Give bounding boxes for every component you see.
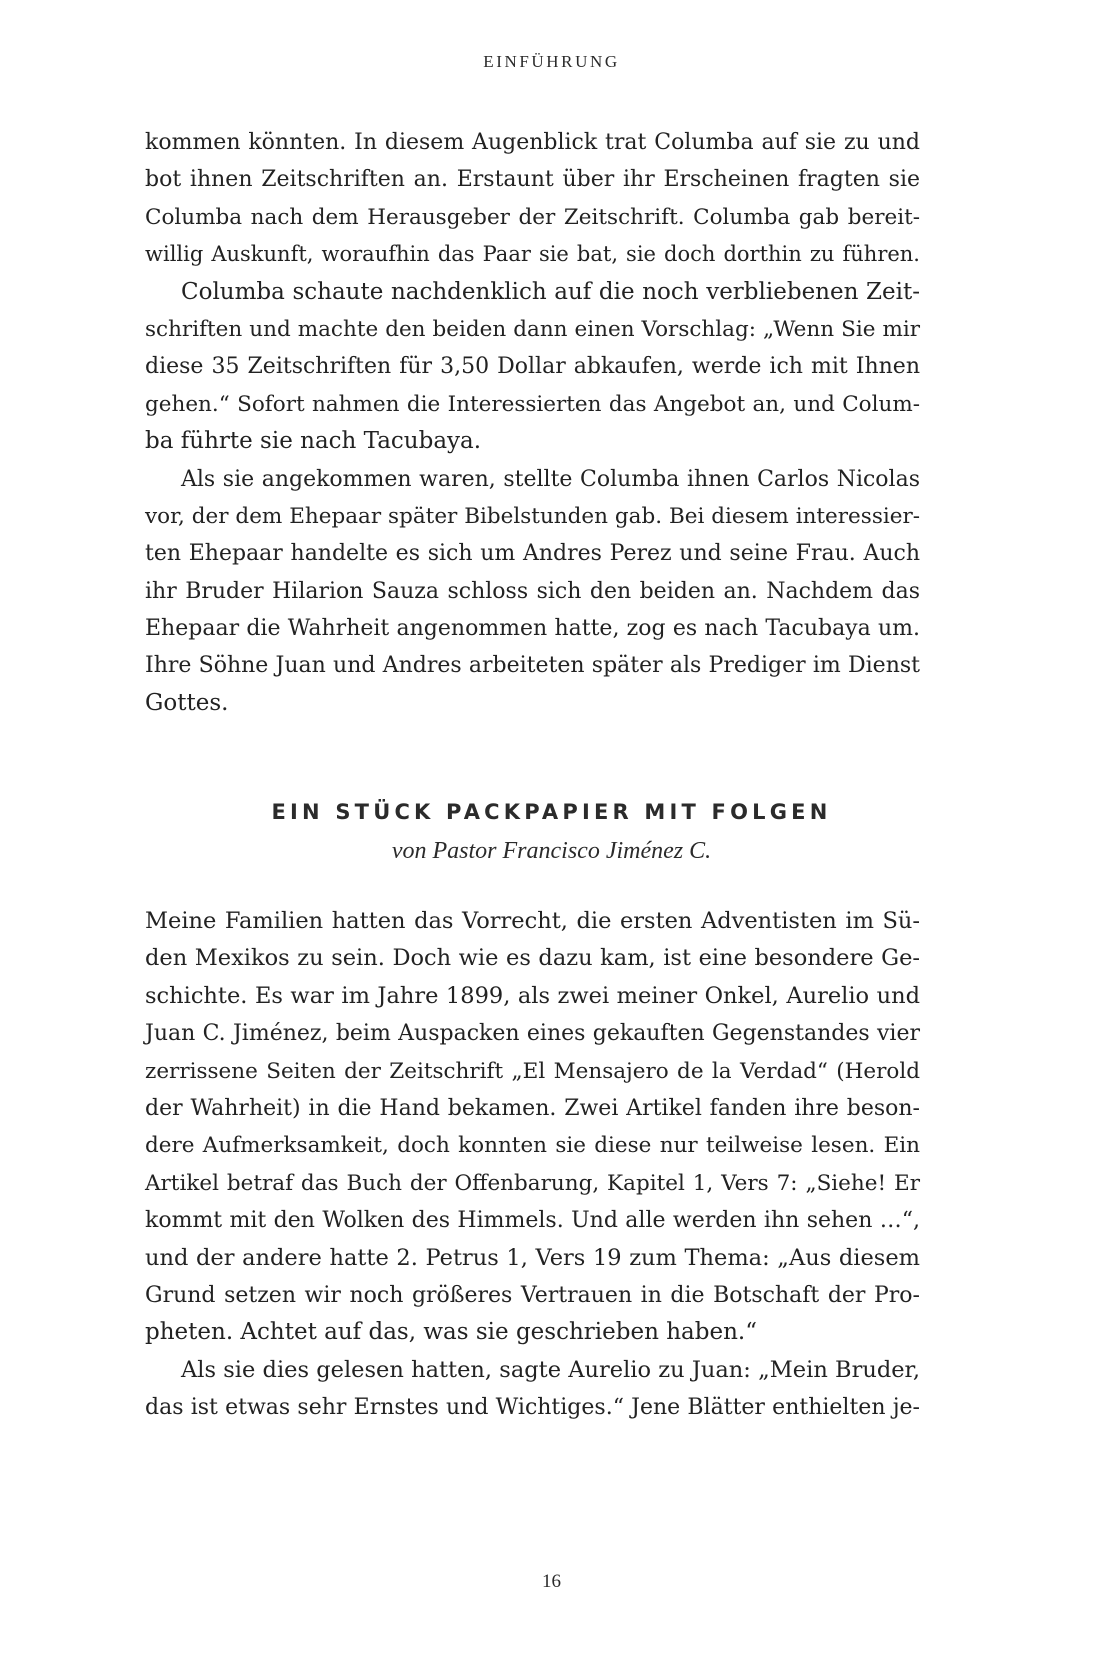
text-line: gehen.“ Sofort nahmen die Interessierten das Angebot an, und Colum-	[145, 391, 920, 417]
text-line: kommt mit den Wolken des Himmels. Und alle werden ihn sehen …“,	[145, 1208, 920, 1234]
text-line: der Wahrheit) in die Hand bekamen. Zwei Artikel fanden ihre beson-	[145, 1095, 920, 1121]
text-line: Grund setzen wir noch größeres Vertrauen in die Botschaft der Pro-	[145, 1282, 920, 1308]
text-line: Columba schaute nachdenklich auf die noch verbliebenen Zeit-	[181, 278, 920, 305]
body-text-section-1	[145, 124, 920, 722]
text-line: schichte. Es war im Jahre 1899, als zwei meiner Onkel, Aurelio und	[145, 982, 920, 1009]
text-line: ba führte sie nach Tacubaya.	[145, 428, 482, 455]
text-line: Gottes.	[145, 689, 229, 716]
text-line: pheten. Achtet auf das, was sie geschrieben haben.“	[145, 1319, 757, 1346]
text-line: den Mexikos zu sein. Doch wie es dazu kam, ist eine besondere Ge-	[145, 945, 920, 972]
text-line: vor, der dem Ehepaar später Bibelstunden gab. Bei diesem interessier-	[145, 503, 920, 529]
text-line: und der andere hatte 2. Petrus 1, Vers 19 zum Thema: „Aus diesem	[145, 1244, 920, 1271]
text-line: bot ihnen Zeitschriften an. Erstaunt über ihr Erscheinen fragten sie	[145, 167, 920, 193]
text-line: diese 35 Zeitschriften für 3,50 Dollar abkaufen, werde ich mit Ihnen	[145, 354, 920, 380]
text-line: willig Auskunft, woraufhin das Paar sie bat, sie doch dorthin zu führen.	[145, 242, 920, 267]
text-line: Als sie dies gelesen hatten, sagte Aurelio zu Juan: „Mein Bruder,	[181, 1356, 920, 1383]
text-line: kommen könnten. In diesem Augenblick trat Columba auf sie zu und	[145, 130, 920, 155]
text-line: das ist etwas sehr Ernstes und Wichtiges.“ Jene Blätter enthielten je-	[145, 1395, 920, 1421]
text-line: zerrissene Seiten der Zeitschrift „El Mensajero de la Verdad“ (Herold	[145, 1058, 920, 1084]
running-head: EINFÜHRUNG	[483, 52, 620, 71]
text-line: Meine Familien hatten das Vorrecht, die ersten Adventisten im Sü-	[145, 908, 920, 934]
text-line: ten Ehepaar handelte es sich um Andres Perez und seine Frau. Auch	[145, 541, 920, 567]
text-line: Juan C. Jiménez, beim Auspacken eines gekauften Gegenstandes vier	[145, 1021, 920, 1047]
section-byline: von Pastor Francisco Jiménez C.	[391, 838, 712, 864]
text-line: Artikel betraf das Buch der Offenbarung, Kapitel 1, Vers 7: „Siehe! Er	[145, 1170, 920, 1196]
section-heading: EIN STÜCK PACKPAPIER MIT FOLGEN	[271, 800, 832, 824]
text-line: Als sie angekommen waren, stellte Columba ihnen Carlos Nicolas	[181, 466, 920, 492]
text-line: Columba nach dem Herausgeber der Zeitschrift. Columba gab bereit-	[145, 204, 920, 230]
text-line: Ehepaar die Wahrheit angenommen hatte, zog es nach Tacubaya um.	[145, 616, 920, 642]
text-line: Ihre Söhne Juan und Andres arbeiteten später als Prediger im Dienst	[145, 653, 920, 679]
body-text-section-2	[145, 903, 920, 1426]
text-line: ihr Bruder Hilarion Sauza schloss sich den beiden an. Nachdem das	[145, 578, 920, 604]
page-number: 16	[542, 1571, 561, 1592]
text-line: dere Aufmerksamkeit, doch konnten sie diese nur teilweise lesen. Ein	[145, 1133, 920, 1159]
text-line: schriften und machte den beiden dann einen Vorschlag: „Wenn Sie mir	[145, 316, 920, 342]
